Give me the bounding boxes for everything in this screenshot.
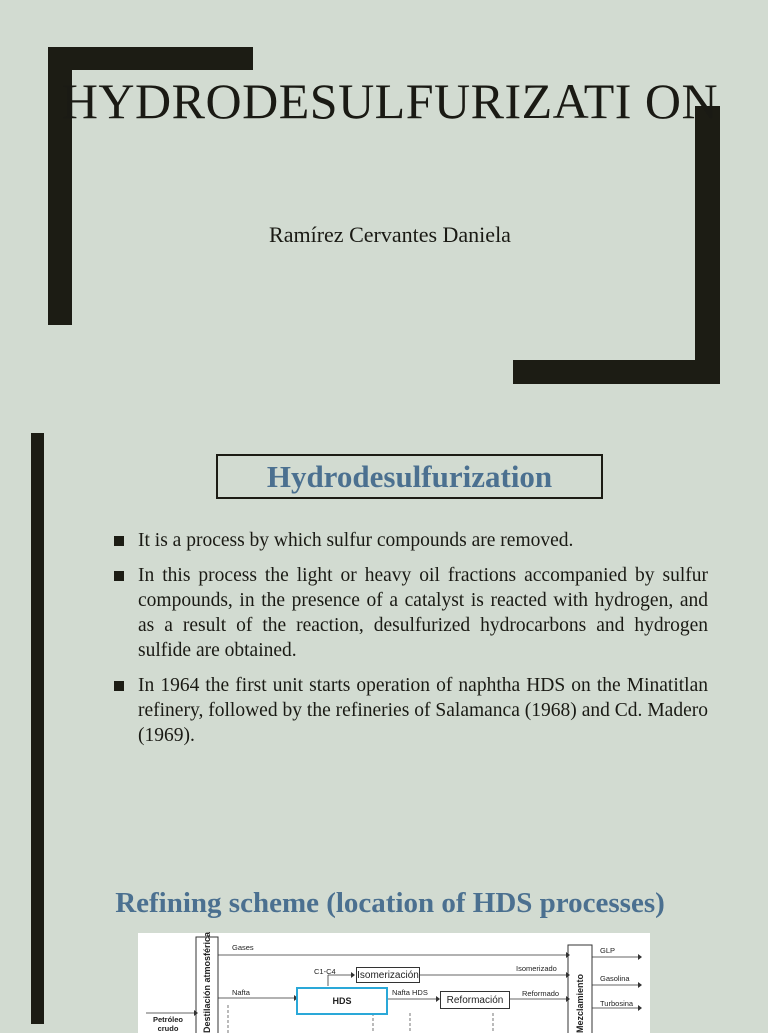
square-bullet-icon: [114, 681, 124, 691]
naphtha-hds-label: Nafta HDS: [392, 988, 428, 997]
square-bullet-icon: [114, 571, 124, 581]
bullet-list: [112, 528, 708, 758]
title-slide: [0, 0, 768, 420]
blending-column-label: Mezclamiento: [575, 973, 585, 1033]
slide-heading: Hydrodesulfurization: [266, 458, 553, 494]
bullet-text: It is a process by which sulfur compounds are removed.: [138, 530, 574, 551]
hds-box: [296, 987, 388, 1015]
frame-top-left-horizontal: [48, 47, 253, 70]
gases-label: Gases: [232, 943, 254, 952]
bullet-item: [112, 673, 708, 748]
isomerization-box: Isomerización: [356, 967, 420, 983]
frame-bottom-right-horizontal: [513, 360, 720, 384]
left-accent-bar: [31, 433, 44, 865]
jet-fuel-label: Turbosina: [600, 999, 634, 1008]
author-name: Ramírez Cervantes Daniela: [269, 222, 511, 247]
refining-diagram: [138, 933, 650, 1033]
refining-scheme-slide: [0, 865, 768, 1033]
reforming-box: Reformación: [440, 991, 510, 1009]
hds-label: HDS: [332, 996, 352, 1006]
isomerized-label: Isomerizado: [516, 964, 557, 973]
bullet-item: [112, 528, 708, 553]
reformed-label: Reformado: [522, 989, 560, 998]
presentation-title: HYDRODESULFURIZATI ON: [61, 73, 719, 129]
slide-heading-box: [216, 454, 603, 499]
naphtha-label: Nafta: [232, 988, 250, 997]
bullet-text: In 1964 the first unit starts operation of naphtha HDS on the Minatitlan refinery, followed by the refineries of Salamanca (1968) and Cd. Madero (1969).: [138, 675, 708, 746]
definition-slide: [0, 420, 768, 865]
diagram-lines: [138, 933, 650, 1033]
distillation-column-label: Destilación atmosférica: [202, 931, 212, 1033]
lpg-label: GLP: [600, 946, 616, 955]
square-bullet-icon: [114, 536, 124, 546]
c1c4-label: C1-C4: [314, 967, 336, 976]
bullet-text: In this process the light or heavy oil fractions accompanied by sulfur compounds, in the presence of a catalyst is reacted with hydrogen, and as a result of the reaction, desulfurized hydrocarbons and hydrogen sulfide are obtained.: [138, 565, 708, 661]
slide-heading: Refining scheme (location of HDS processes): [115, 887, 665, 919]
bullet-item: [112, 563, 708, 663]
gasoline-label: Gasolina: [600, 974, 630, 983]
crude-label: Petróleo crudo: [152, 1015, 183, 1033]
